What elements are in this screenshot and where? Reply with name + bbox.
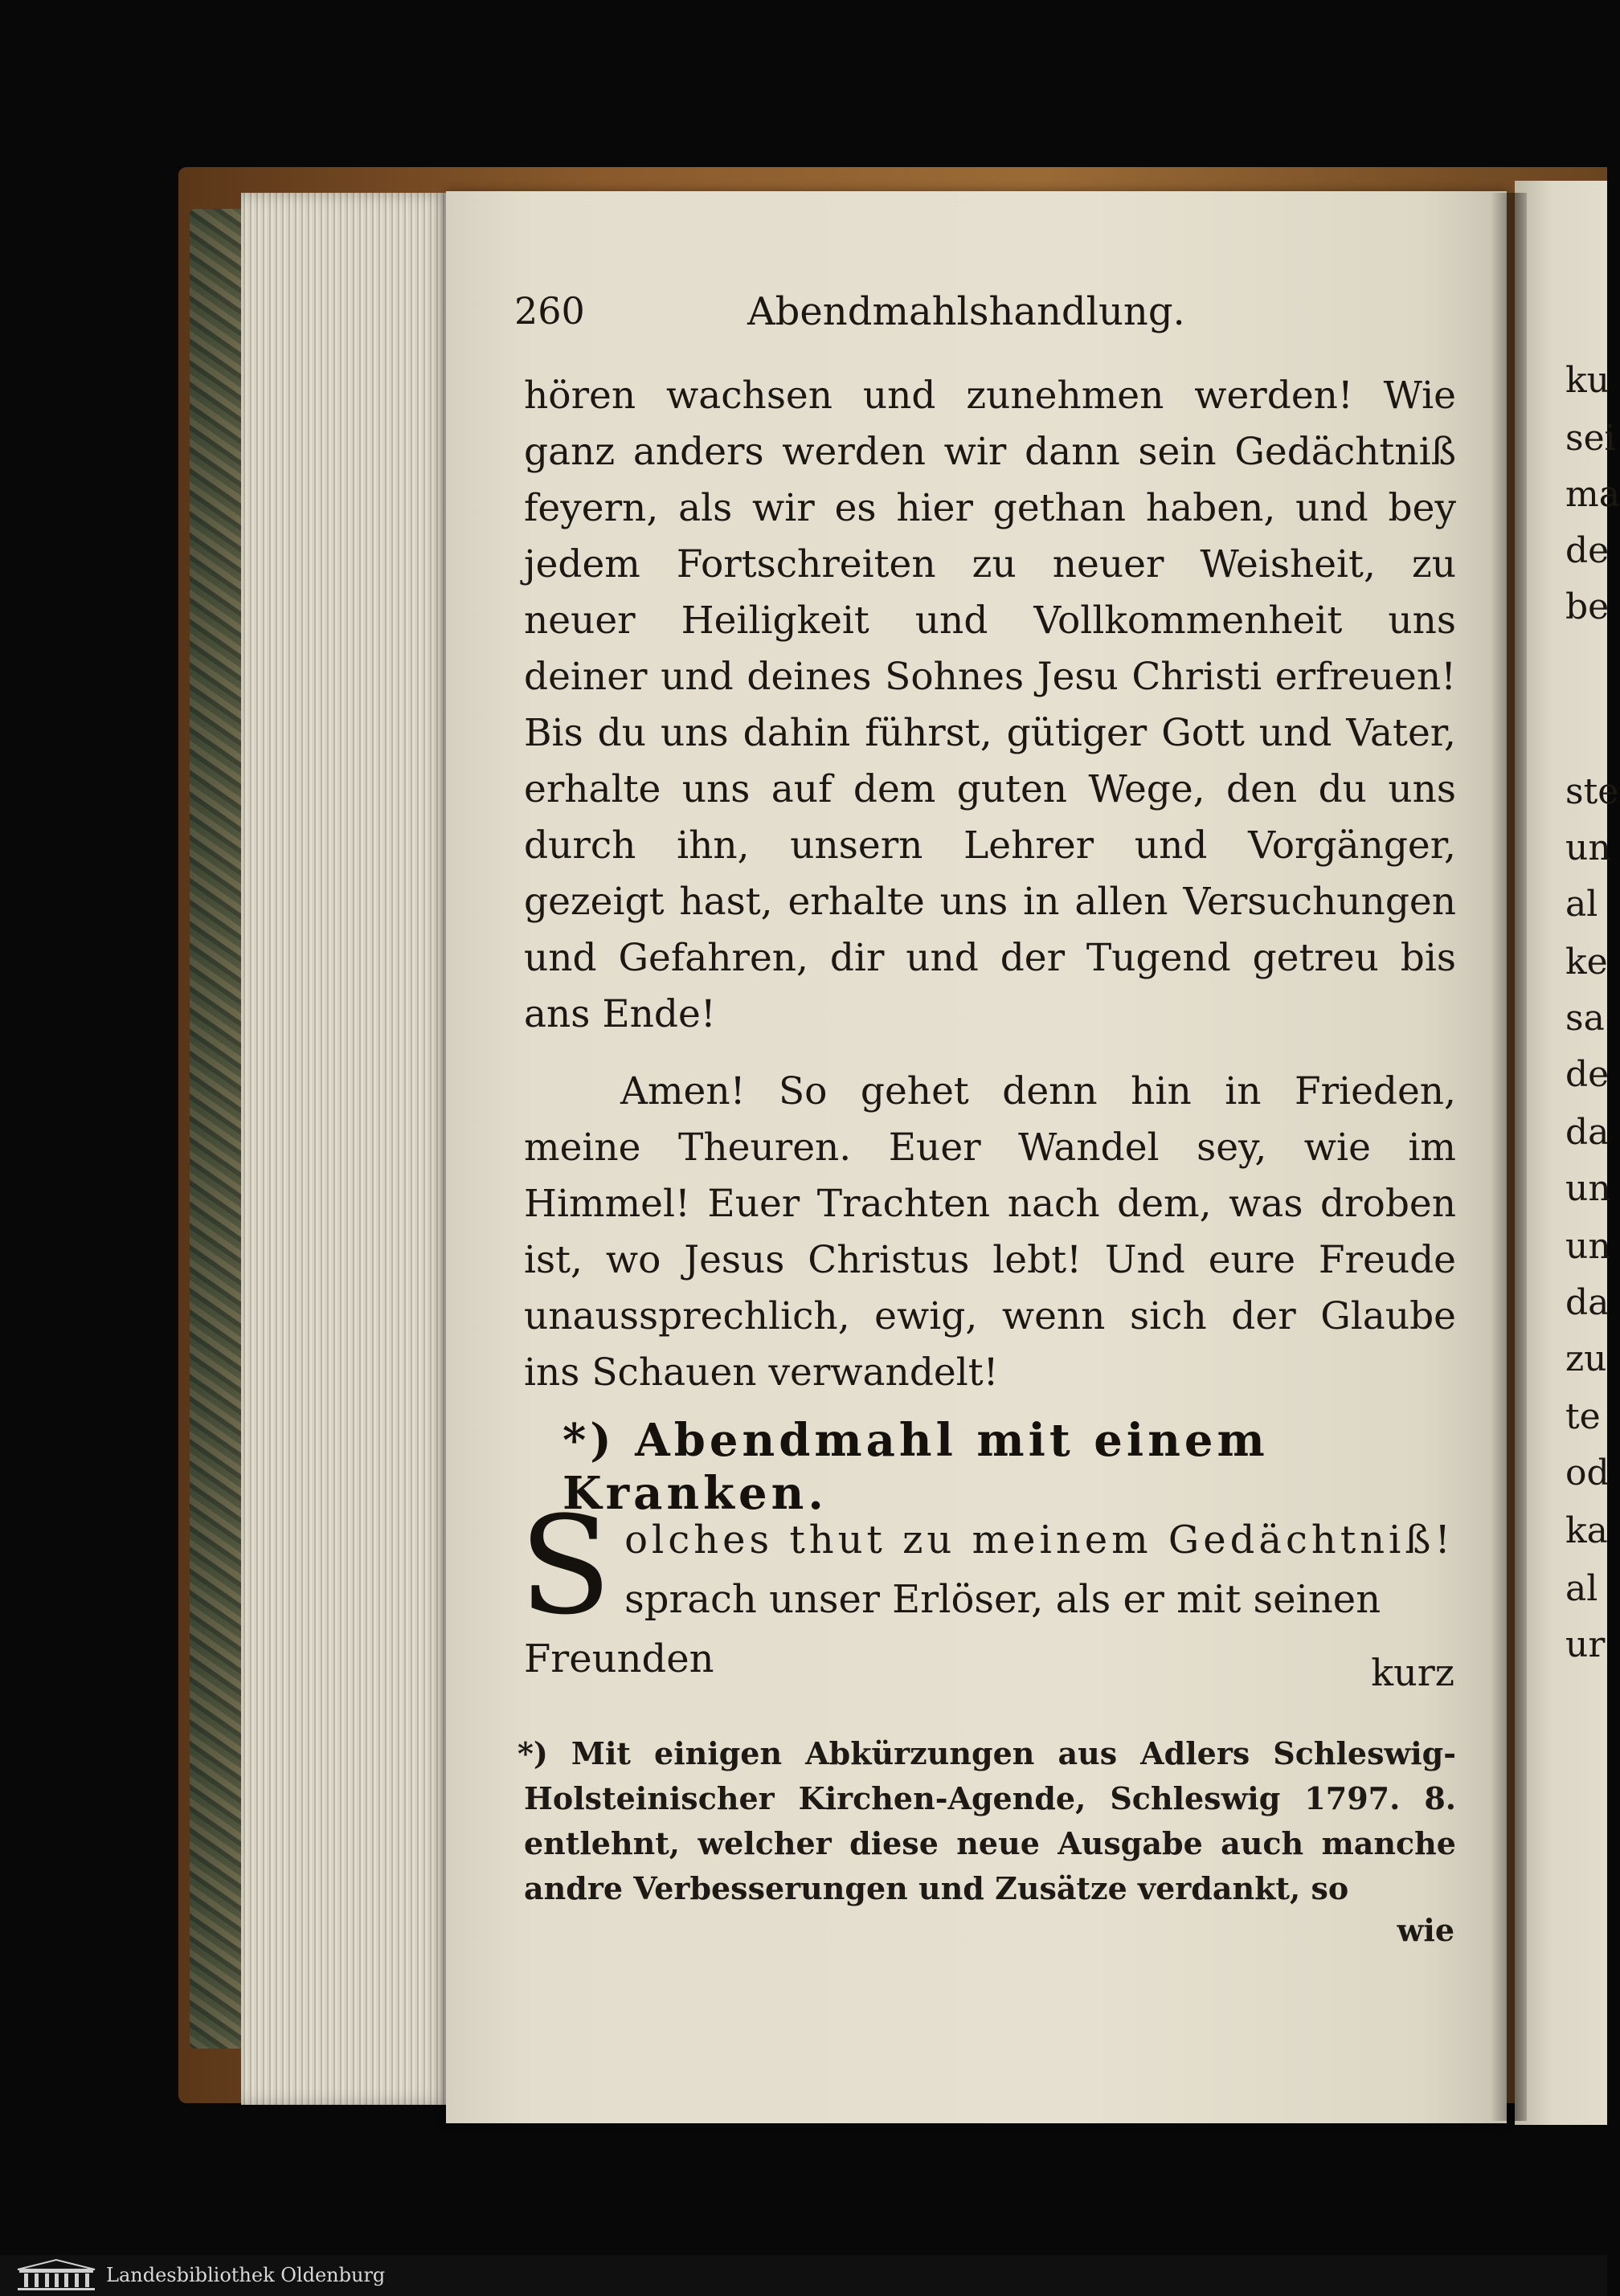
- facing-page-fragment: ste: [1565, 771, 1619, 812]
- facing-page-fragment: ma: [1565, 474, 1620, 515]
- facing-page-fragment: al: [1565, 1568, 1598, 1609]
- paragraph-1: hören wachsen und zunehmen werden! Wie ganz anders werden wir dann sein Gedächtniß feyern, als wir es hier gethan haben, und bey jedem Fortschreiten zu neuer Weisheit, zu neuer Heiligkeit und Vollkommenheit uns deiner und deines Sohnes Jesu Christi erfreuen! Bis du uns dahin führst, gütiger Gott und Vater, erhalte uns auf dem guten Wege, den du uns durch ihn, unsern Lehrer und Vorgänger, gezeigt hast, erhalte uns in allen Versuchungen und Gefahren, dir und der Tugend getreu bis ans Ende!: [524, 374, 1456, 1036]
- facing-page-fragment: ka: [1565, 1510, 1608, 1551]
- section-first-line: olches thut zu meinem Gedächtniß!: [624, 1518, 1454, 1563]
- catchword: kurz: [1371, 1651, 1454, 1694]
- section-second-line: sprach unser Erlöser, als er mit seinen Freunden: [524, 1577, 1381, 1681]
- paragraph-2: Amen! So gehet denn hin in Frieden, meine Theuren. Euer Wandel sey, wie im Himmel! Euer Trachten nach dem, was droben ist, wo Jesus Christus lebt! Und eure Freude unaussprechlich, ewig, wenn sich der Glaube ins Schauen verwandelt!: [524, 1069, 1456, 1395]
- footnote-marker: *): [518, 1735, 548, 1771]
- footnote: [518, 1731, 1456, 1911]
- section-title: *) Abendmahl mit einem Kranken.: [562, 1414, 1269, 1520]
- facing-page-fragment: da: [1565, 1112, 1610, 1153]
- facing-page-fragment: un: [1565, 827, 1611, 868]
- facing-page-fragment: al: [1565, 884, 1598, 925]
- marbled-board: [190, 209, 246, 2049]
- facing-page-fragment: de: [1565, 530, 1610, 571]
- library-name: Landesbibliothek Oldenburg: [106, 2264, 386, 2286]
- facing-page-fragment: sa: [1565, 998, 1605, 1039]
- page-number: 260: [514, 289, 585, 333]
- facing-page-fragment: ke: [1565, 942, 1608, 983]
- facing-page-fragment: de: [1565, 1054, 1610, 1095]
- page-header: [514, 289, 1462, 345]
- running-title: Abendmahlshandlung.: [747, 289, 1185, 334]
- facing-page-fragment: ur: [1565, 1624, 1606, 1665]
- facing-page-fragment: ku: [1565, 360, 1610, 401]
- facing-page-fragment: od: [1565, 1452, 1610, 1493]
- facing-page-fragment: be: [1565, 586, 1610, 627]
- facing-page-fragment: un: [1565, 1168, 1611, 1209]
- facing-page-fragment: un: [1565, 1226, 1611, 1267]
- footnote-catchword: wie: [1397, 1912, 1454, 1948]
- facing-page-fragment: da: [1565, 1282, 1610, 1323]
- page-edges: [241, 193, 450, 2105]
- drop-cap: S: [519, 1487, 612, 1644]
- facing-page-fragment: sei: [1565, 418, 1616, 459]
- facing-page-fragment: te: [1565, 1396, 1601, 1437]
- facing-page-fragment: zu: [1565, 1338, 1607, 1379]
- facing-page: [1515, 181, 1620, 2125]
- gutter-shadow: [1491, 193, 1527, 2121]
- body-text: [524, 368, 1456, 1401]
- library-building-icon: [14, 2258, 98, 2292]
- footnote-text: Mit einigen Abkürzungen aus Adlers Schleswig-Holsteinischer Kirchen-Agende, Schleswig 1797. 8. entlehnt, welcher diese neue Ausgabe auch manche andre Verbesserungen und Zusätze verdankt, so: [524, 1735, 1456, 1906]
